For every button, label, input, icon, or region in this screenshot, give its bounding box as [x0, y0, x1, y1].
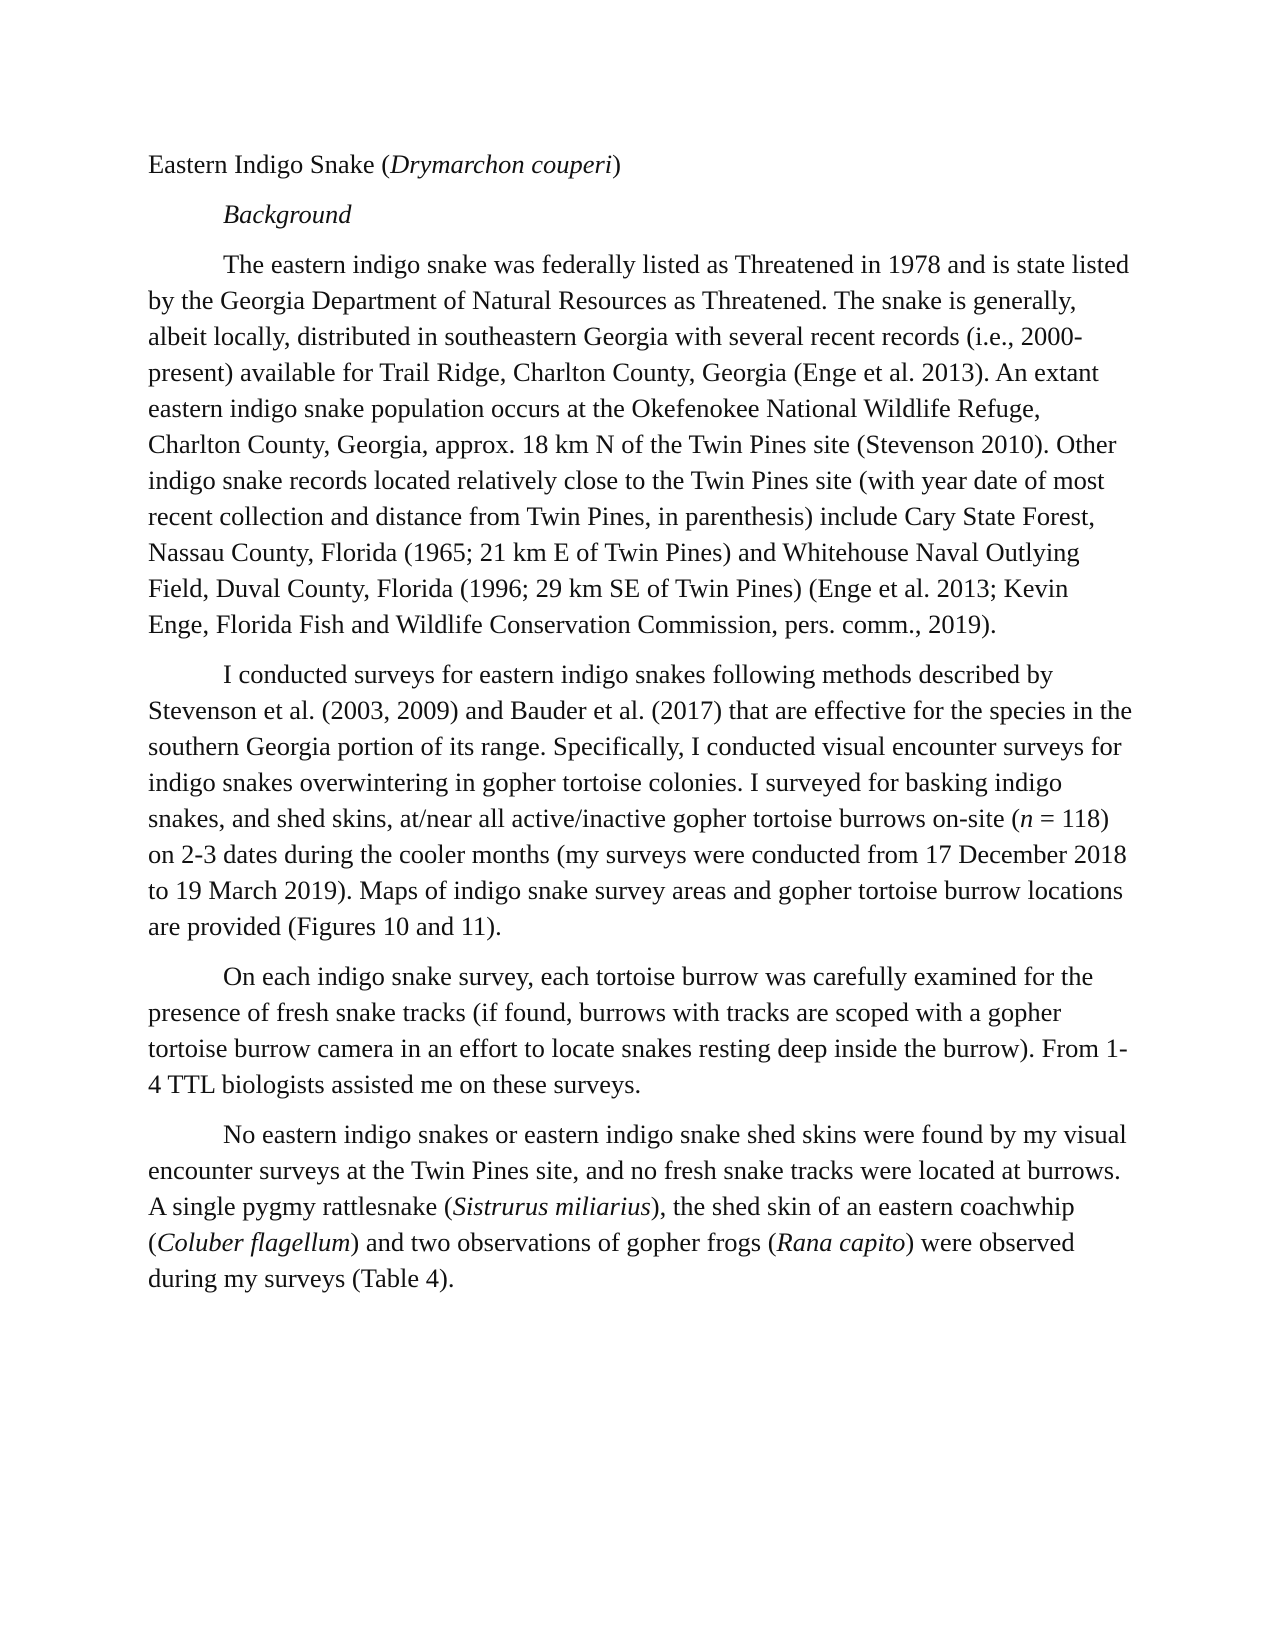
document-title: [148, 146, 1133, 182]
paragraph-procedure: On each indigo snake survey, each tortoise burrow was carefully examined for the presence of fresh snake tracks (if found, burrows with tracks are scoped with a gopher tortoise burrow camera in an effort to locate snakes resting deep inside the burrow). From 1-4 TTL biologists assisted me on these surveys.: [148, 961, 1128, 1099]
title-suffix: ): [612, 149, 621, 179]
section-heading: Background: [223, 199, 352, 229]
paragraph-methods: [148, 656, 1133, 944]
paragraph-results: [148, 1116, 1133, 1296]
paragraph-methods-text-b: = 118) on 2-3 dates during the cooler months (my surveys were conducted from 17 December 2018 to 19 March 2019). Maps of indigo snake survey areas and gopher tortoise burrow locations are provided (Figures 10 and 11).: [148, 803, 1127, 941]
paragraph-results-text-b: ), the shed skin of an eastern coachwhip (: [148, 1191, 1075, 1257]
title-scientific-name: Drymarchon couperi: [390, 149, 613, 179]
paragraph-background: The eastern indigo snake was federally listed as Threatened in 1978 and is state listed by the Georgia Department of Natural Resources as Threatened. The snake is generally, albeit locally, distributed in southeastern Georgia with several recent records (i.e., 2000-present) available for Trail Ridge, Charlton County, Georgia (Enge et al. 2013). An extant eastern indigo snake population occurs at the Okefenokee National Wildlife Refuge, Charlton County, Georgia, approx. 18 km N of the Twin Pines site (Stevenson 2010). Other indigo snake records located relatively close to the Twin Pines site (with year date of most recent collection and distance from Twin Pines, in parenthesis) include Cary State Forest, Nassau County, Florida (1965; 21 km E of Twin Pines) and Whitehouse Naval Outlying Field, Duval County, Florida (1996; 29 km SE of Twin Pines) (Enge et al. 2013; Kevin Enge, Florida Fish and Wildlife Conservation Commission, pers. comm., 2019).: [148, 249, 1130, 639]
title-prefix: Eastern Indigo Snake (: [148, 149, 391, 179]
document-page: [148, 146, 1133, 1310]
paragraph-results-text-d: ) were observed during my surveys (Table 4).: [148, 1227, 1075, 1293]
species-name-gopher-frog: Rana capito: [776, 1227, 906, 1257]
paragraph-results-text-c: ) and two observations of gopher frogs (: [350, 1227, 777, 1257]
species-name-coachwhip: Coluber flagellum: [156, 1227, 351, 1257]
paragraph-methods-text-a: I conducted surveys for eastern indigo snakes following methods described by Stevenson et al. (2003, 2009) and Bauder et al. (2017) that are effective for the species in the southern Georgia portion of its range. Specifically, I conducted visual encounter surveys for indigo snakes overwintering in gopher tortoise colonies. I surveyed for basking indigo snakes, and shed skins, at/near all active/inactive gopher tortoise burrows on-site (: [148, 659, 1133, 833]
sample-size-symbol: n: [1020, 803, 1034, 833]
paragraph-results-text-a: No eastern indigo snakes or eastern indigo snake shed skins were found by my visual encounter surveys at the Twin Pines site, and no fresh snake tracks were located at burrows. A single pygmy rattlesnake (: [148, 1119, 1127, 1221]
species-name-pygmy-rattlesnake: Sistrurus miliarius: [452, 1191, 651, 1221]
